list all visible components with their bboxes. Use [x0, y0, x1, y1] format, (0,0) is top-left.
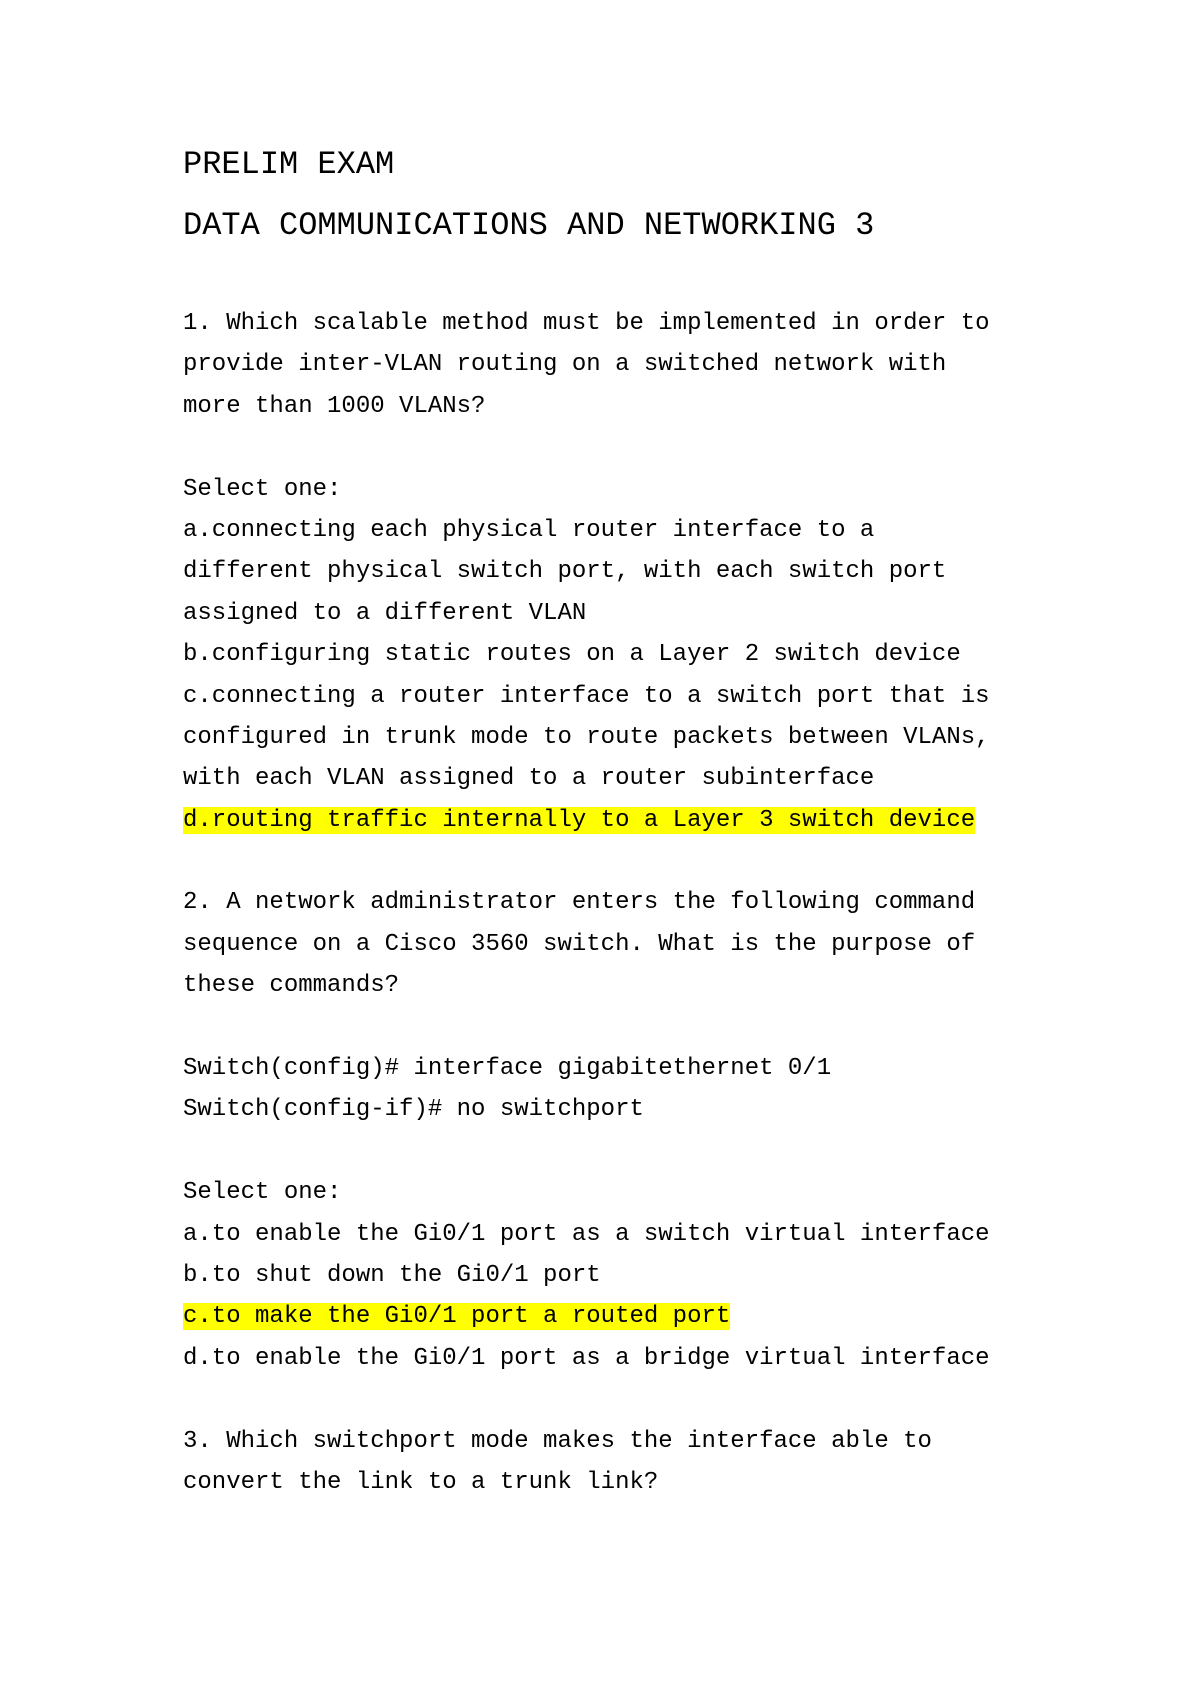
question-1-option-c-line-3: with each VLAN assigned to a router subinterface: [183, 765, 875, 793]
question-1-option-a-line-2: different physical switch port, with each switch port: [183, 558, 947, 586]
command-line-1: Switch(config)# interface gigabitethernet 0/1: [183, 1055, 832, 1083]
question-1-option-b: b.configuring static routes on a Layer 2 switch device: [183, 641, 961, 669]
course-title: DATA COMMUNICATIONS AND NETWORKING 3: [183, 207, 875, 244]
question-1-option-c-line-2: configured in trunk mode to route packets between VLANs,: [183, 723, 990, 751]
question-2-text-line-2: sequence on a Cisco 3560 switch. What is the purpose of: [183, 930, 976, 958]
question-1-option-a-line-1: a.connecting each physical router interface to a: [183, 516, 875, 544]
question-3-text-line-1: 3. Which switchport mode makes the interface able to: [183, 1427, 932, 1455]
question-2-option-d: d.to enable the Gi0/1 port as a bridge virtual interface: [183, 1344, 990, 1372]
question-1-text-line-3: more than 1000 VLANs?: [183, 392, 486, 420]
question-2: [183, 882, 990, 1420]
blank-line: [183, 427, 990, 468]
blank-line: [183, 1379, 990, 1420]
question-2-option-c-answer: [183, 1296, 990, 1337]
question-1-text-line-1: 1. Which scalable method must be implemented in order to: [183, 310, 990, 337]
question-1-option-c-line-1: c.connecting a router interface to a switch port that is: [183, 682, 990, 710]
question-1-text-line-2: provide inter-VLAN routing on a switched network with: [183, 351, 947, 379]
question-1-option-a-line-3: assigned to a different VLAN: [183, 599, 587, 627]
question-2-option-b: b.to shut down the Gi0/1 port: [183, 1261, 601, 1289]
question-1-option-d-answer: [183, 800, 990, 841]
question-2-select-label: Select one:: [183, 1179, 342, 1207]
question-1-select-label: Select one:: [183, 475, 342, 503]
question-2-option-a: a.to enable the Gi0/1 port as a switch virtual interface: [183, 1220, 990, 1248]
question-1: [183, 303, 990, 882]
blank-line: [183, 1007, 990, 1048]
blank-line: [183, 1131, 990, 1172]
question-3: [183, 1421, 990, 1504]
highlighted-answer: c.to make the Gi0/1 port a routed port: [183, 1303, 731, 1331]
question-2-text-line-3: these commands?: [183, 972, 400, 1000]
blank-line: [183, 841, 990, 882]
highlighted-answer: d.routing traffic internally to a Layer 3 switch device: [183, 806, 976, 834]
exam-title: PRELIM EXAM: [183, 146, 395, 183]
question-2-text-line-1: 2. A network administrator enters the following command: [183, 889, 976, 917]
question-3-text-line-2: convert the link to a trunk link?: [183, 1468, 659, 1496]
command-line-2: Switch(config-if)# no switchport: [183, 1096, 644, 1124]
exam-body: [183, 303, 990, 1503]
